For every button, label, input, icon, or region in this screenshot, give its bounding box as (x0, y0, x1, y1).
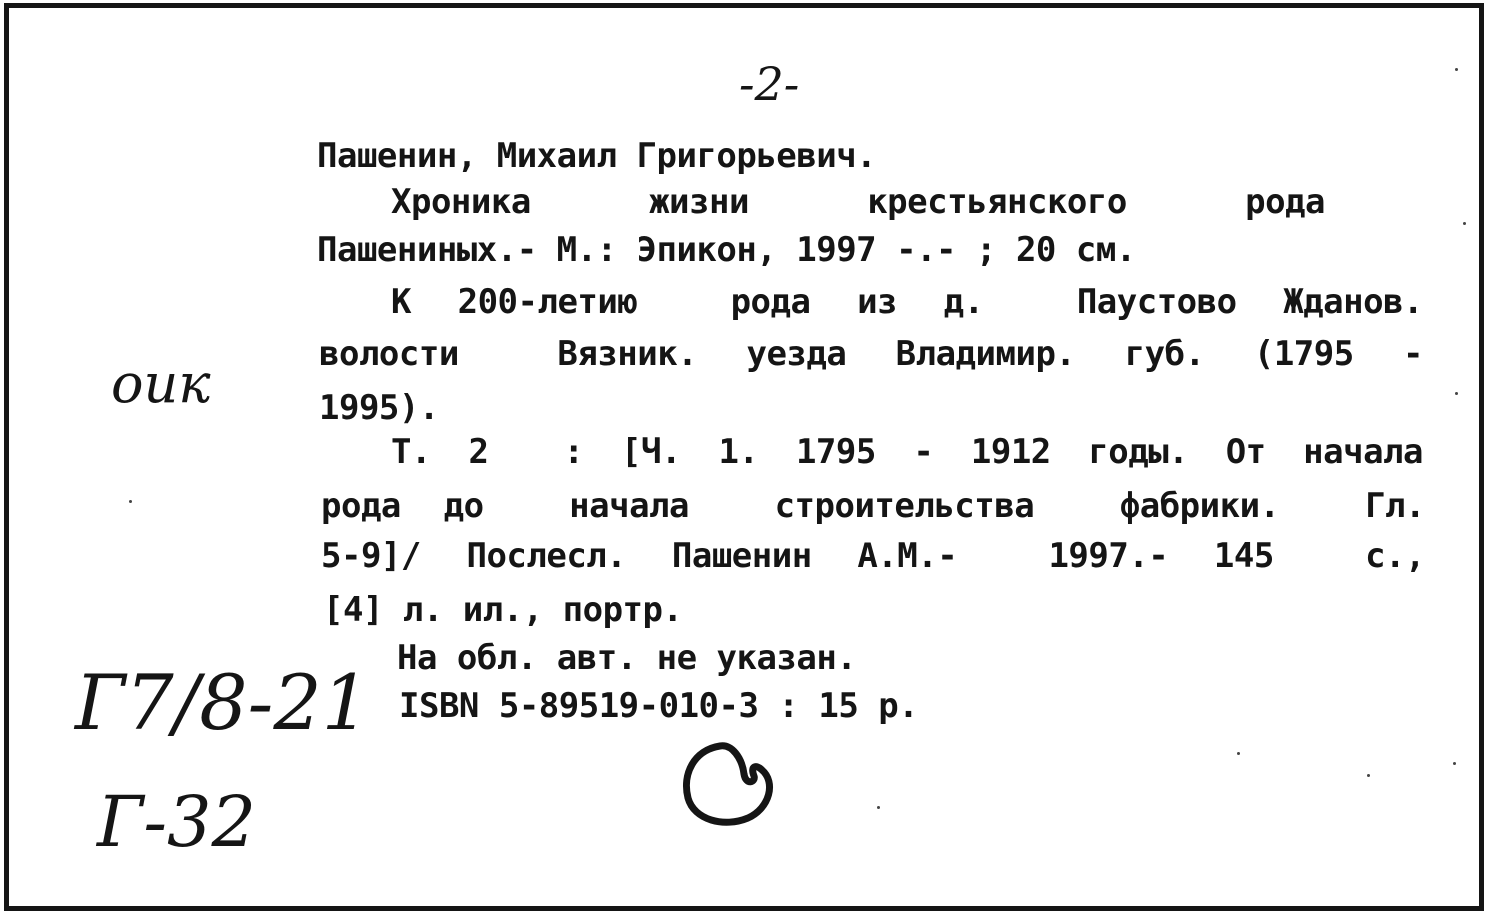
speck (1453, 762, 1456, 765)
speck (1455, 392, 1458, 395)
isbn-price: ISBN 5-89519-010-3 : 15 р. (399, 686, 919, 726)
volume-line-1: Т. 2 : [Ч. 1. 1795 - 1912 годы. От начала (391, 432, 1423, 472)
volume-line-3: 5-9]/ Послесл. Пашенин А.М.- 1997.- 145 с., (321, 536, 1425, 576)
title-line-1: Хроника жизни крестьянского рода (391, 182, 1325, 222)
author-mark: Г-32 (97, 781, 257, 863)
note-line-3: 1995). (319, 388, 439, 428)
note-line-2: волости Вязник. уезда Владимир. губ. (1795 - (319, 334, 1423, 374)
library-stamp-circle (672, 736, 782, 836)
speck (877, 806, 880, 809)
volume-line-2: рода до начала строительства фабрики. Гл. (321, 486, 1425, 526)
speck (1463, 222, 1466, 225)
author-heading: Пашенин, Михаил Григорьевич. (317, 136, 877, 176)
catalog-card (4, 3, 1484, 911)
volume-line-4: [4] л. ил., портр. (323, 590, 683, 630)
speck (129, 500, 132, 503)
title-line-2: Пашениных.- М.: Эпикон, 1997 -.- ; 20 см. (317, 230, 1136, 270)
speck (1237, 752, 1240, 755)
page-number: -2- (739, 57, 800, 111)
note-line-1: К 200-летию рода из д. Паустово Жданов. (391, 282, 1423, 322)
cover-note: На обл. авт. не указан. (397, 638, 857, 678)
speck (1367, 774, 1370, 777)
shelf-code: Г7/8-21 (75, 658, 371, 747)
speck (1455, 68, 1458, 71)
department-mark: оик (111, 352, 211, 415)
